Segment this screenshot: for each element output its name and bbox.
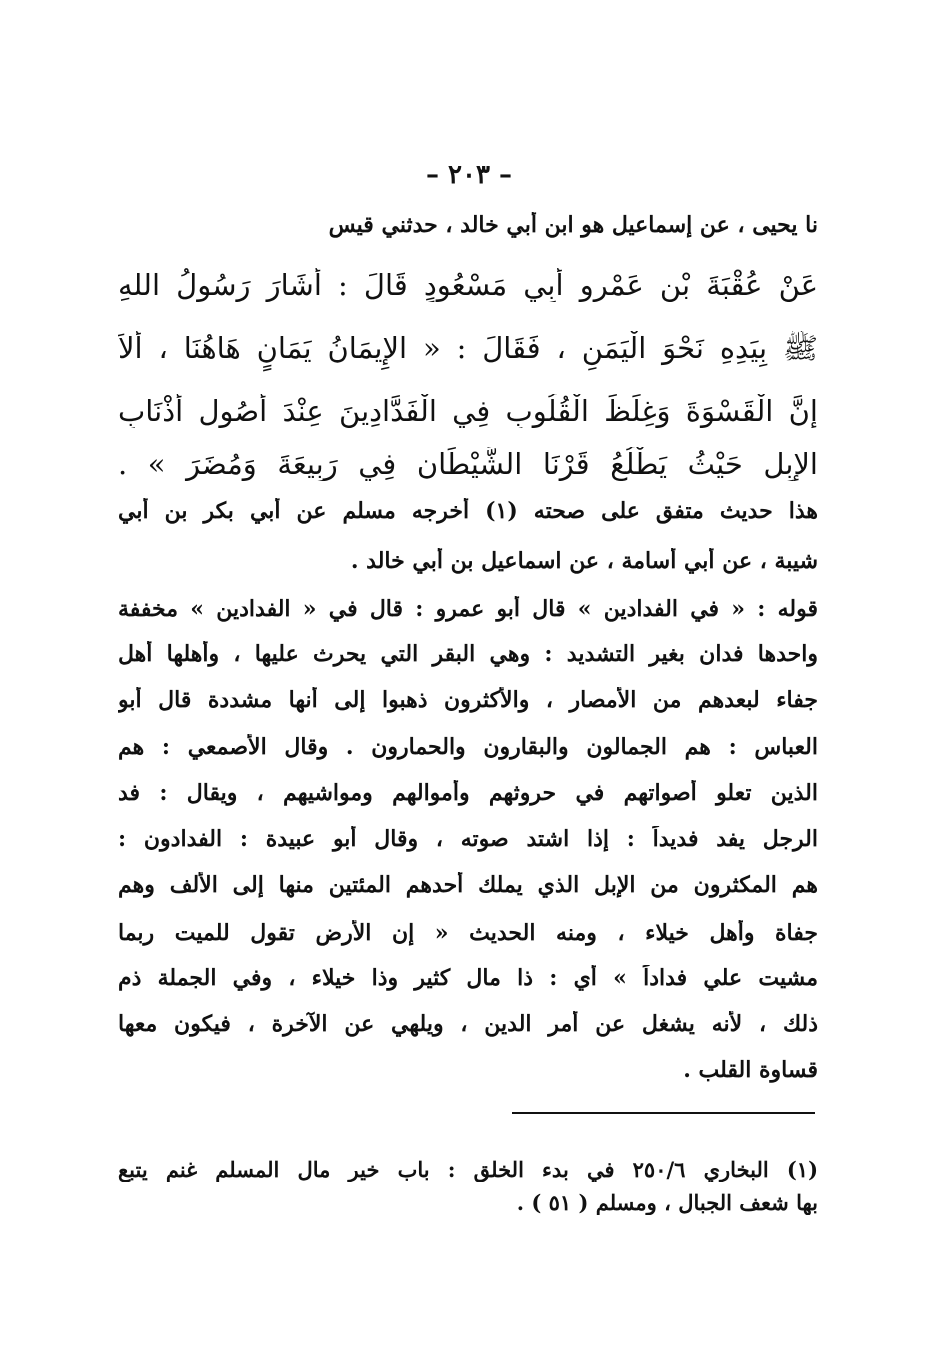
commentary-line: قساوة القلب . [683,1057,818,1083]
commentary-line: مشيت علي فداداً » أي : ذا مال كثير وذا خيلاء ، وفي الجملة ذم [118,965,818,991]
commentary-line: جفاء لبعدهم من الأمصار ، والأكثرون ذهبوا إلى أنها مشددة قال أبو [118,687,818,713]
takhrij-line: هذا حديث متفق على صحته (١) أخرجه مسلم عن أبي بكر بن أبي [118,498,818,524]
footnote-line: بها شعف الجبال ، ومسلم ( ٥١ ) . [516,1190,818,1215]
hadith-line: ﷺ بِيَدِهِ نَحْوَ الْيَمَنِ ، فَقَالَ : « الإِيمَانُ يَمَانٍ هَاهُنَا ، أَلاَ [118,331,818,365]
hadith-line: إِنَّ الْقَسْوَةَ وَغِلَظَ الْقُلُوبِ فِي الْفَدَّادِينَ عِنْدَ أُصُولِ أَذْنَابِ [118,394,818,428]
commentary-line: واحدها فدان بغير التشديد : وهي البقر التي يحرث عليها ، وأهلها أهل [118,641,818,667]
commentary-line: قوله : « في الفدادين » قال أبو عمرو : قال في « الفدادين » مخففة [118,596,818,622]
footnote-divider [512,1112,815,1114]
commentary-line: هم المكثرون من الإبل الذي يملك أحدهم المئتين منها إلى الألف وهم [118,872,818,898]
hadith-line: الإِبِلِ حَيْثُ يَطْلُعُ قَرْنَا الشَّيْطَانِ فِي رَبِيعَةَ وَمُضَرَ » . [118,447,818,481]
isnad-line: نا يحيى ، عن إسماعيل هو ابن أبي خالد ، حدثني قيس [328,212,818,238]
commentary-line: ذلك ، لأنه يشغل عن أمر الدين ، ويلهي عن الآخرة ، فيكون معها [118,1011,818,1037]
commentary-line: العباس : هم الجمالون والبقارون والحمارون . وقال الأصمعي : هم [118,734,818,760]
hadith-line: عَنْ عُقْبَةَ بْنِ عَمْرٍو أَبِي مَسْعُودٍ قَالَ : أَشَارَ رَسُولُ اللهِ [118,268,818,302]
commentary-line: جفاة وأهل خيلاء ، ومنه الحديث « إن الأرض تقول للميت ربما [118,920,818,946]
page-number: – ٢٠٣ – [425,160,513,190]
takhrij-line: شيبة ، عن أبي أسامة ، عن اسماعيل بن أبي خالد . [350,548,818,574]
footnote-line: (١) البخاري ٢٥٠/٦ في بدء الخلق : باب خير مال المسلم غنم يتبع [118,1157,818,1182]
commentary-line: الذين تعلو أصواتهم في حروثهم وأموالهم ومواشيهم ، ويقال : فد [118,780,818,806]
commentary-line: الرجل يفد فديداً : إذا اشتد صوته ، وقال أبو عبيدة : الفدادون : [118,826,818,852]
